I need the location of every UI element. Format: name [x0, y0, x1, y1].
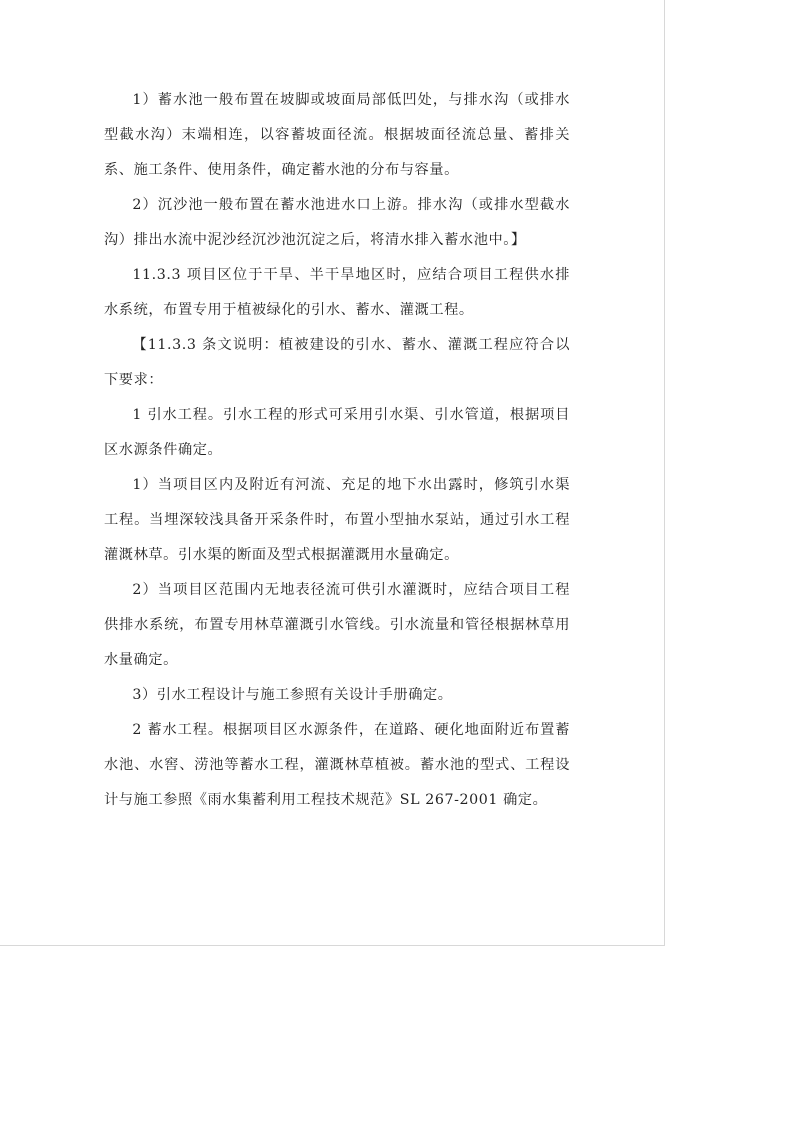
paragraph-diversion-design: 3）引水工程设计与施工参照有关设计手册确定。	[132, 687, 453, 703]
paragraph-clause-11-3-3: 11.3.3 项目区位于干旱、半干旱地区时，应结合项目工程供水排水系统，布置专用于植被绿化的引水、蓄水、灌溉工程。	[104, 267, 570, 318]
paragraph-diversion-pipeline: 2）当项目区范围内无地表径流可供引水灌溉时，应结合项目工程供排水系统，布置专用林草灌溉引水管线。引水流量和管径根据林草用水量确定。	[104, 582, 570, 668]
paragraph-clause-explanation: 【11.3.3 条文说明：植被建设的引水、蓄水、灌溉工程应符合以下要求：	[104, 337, 570, 388]
paragraph-storage-works: 2 蓄水工程。根据项目区水源条件，在道路、硬化地面附近布置蓄水池、水窖、涝池等蓄水工程，灌溉林草植被。蓄水池的型式、工程设计与施工参照《雨水集蓄利用工程技术规范》SL 267-2001 确定。	[104, 722, 570, 808]
paragraph-sediment-basin: 2）沉沙池一般布置在蓄水池进水口上游。排水沟（或排水型截水沟）排出水流中泥沙经沉沙池沉淀之后，将清水排入蓄水池中。】	[104, 197, 570, 248]
paragraph-storage-pond: 1）蓄水池一般布置在坡脚或坡面局部低凹处，与排水沟（或排水型截水沟）末端相连，以容蓄坡面径流。根据坡面径流总量、蓄排关系、施工条件、使用条件，确定蓄水池的分布与容量。	[104, 92, 570, 178]
paragraph-diversion-works: 1 引水工程。引水工程的形式可采用引水渠、引水管道，根据项目区水源条件确定。	[104, 407, 570, 458]
body-text	[104, 83, 570, 818]
paragraph-diversion-canal: 1）当项目区内及附近有河流、充足的地下水出露时，修筑引水渠工程。当埋深较浅具备开采条件时，布置小型抽水泵站，通过引水工程灌溉林草。引水渠的断面及型式根据灌溉用水量确定。	[104, 477, 570, 563]
